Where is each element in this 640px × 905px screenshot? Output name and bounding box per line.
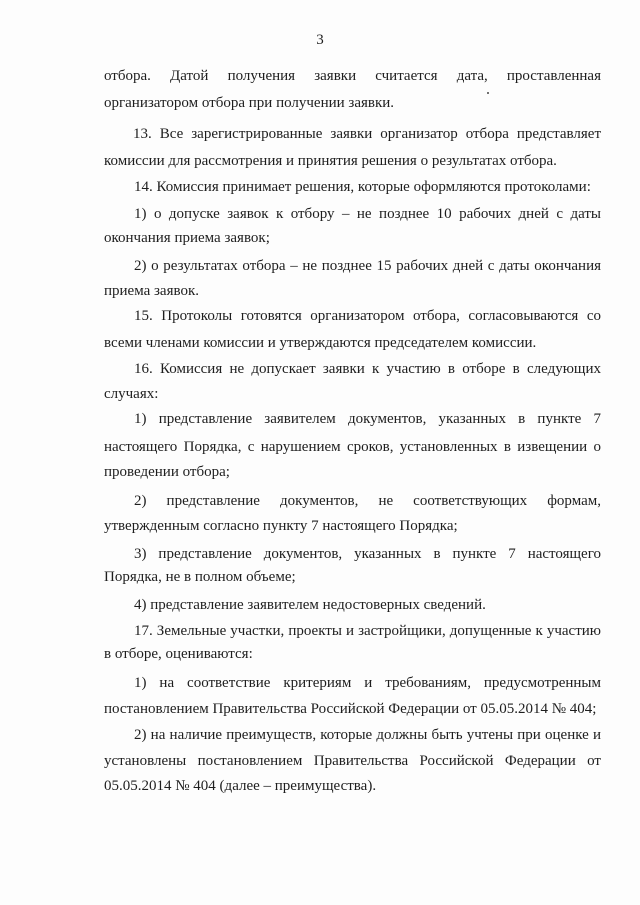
text-line: случаях:	[104, 386, 159, 402]
text-line: окончания приема заявок;	[104, 230, 270, 246]
text-line: 05.05.2014 № 404 (далее – преимущества).	[104, 778, 377, 794]
text-line: утвержденным согласно пункту 7 настоящего Порядка;	[104, 518, 458, 534]
text-line: Порядка, не в полном объеме;	[104, 569, 296, 585]
text-line: 3) представление документов, указанных в пункте 7 настоящего	[134, 546, 601, 562]
page-number: 3	[316, 32, 324, 48]
text-line: 14. Комиссия принимает решения, которые оформляются протоколами:	[134, 179, 591, 195]
text-line: проведении отбора;	[104, 464, 230, 480]
text-line: постановлением Правительства Российской Федерации от 05.05.2014 № 404;	[104, 701, 597, 717]
text-line: всеми членами комиссии и утверждаются председателем комиссии.	[104, 335, 537, 351]
text-line: 1) о допуске заявок к отбору – не позднее 10 рабочих дней с даты	[134, 206, 601, 222]
text-line: установлены постановлением Правительства Российской Федерации от	[104, 753, 601, 769]
text-line: 1) на соответствие критериям и требованиям, предусмотренным	[134, 675, 601, 691]
text-line: отбора. Датой получения заявки считается дата, проставленная	[104, 68, 601, 84]
text-line: приема заявок.	[104, 283, 200, 299]
text-line: 1) представление заявителем документов, указанных в пункте 7	[134, 411, 601, 427]
text-line: 16. Комиссия не допускает заявки к участию в отборе в следующих	[134, 361, 601, 377]
text-line: 17. Земельные участки, проекты и застройщики, допущенные к участию	[134, 623, 601, 639]
text-line: 15. Протоколы готовятся организатором отбора, согласовываются со	[134, 308, 601, 324]
text-line: 2) представление документов, не соответствующих формам,	[134, 493, 601, 509]
text-line: в отборе, оцениваются:	[104, 646, 253, 662]
text-line: 2) о результатах отбора – не позднее 15 рабочих дней с даты окончания	[134, 258, 601, 274]
text-line: настоящего Порядка, с нарушением сроков, установленных в извещении о	[104, 439, 601, 455]
text-line: 13. Все зарегистрированные заявки организатор отбора представляет	[133, 126, 601, 142]
scan-speck	[487, 92, 489, 94]
text-line: комиссии для рассмотрения и принятия решения о результатах отбора.	[104, 153, 557, 169]
text-line: 4) представление заявителем недостоверных сведений.	[134, 597, 486, 613]
text-line: организатором отбора при получении заявки.	[104, 95, 395, 111]
text-line: 2) на наличие преимуществ, которые должны быть учтены при оценке и	[134, 727, 601, 743]
